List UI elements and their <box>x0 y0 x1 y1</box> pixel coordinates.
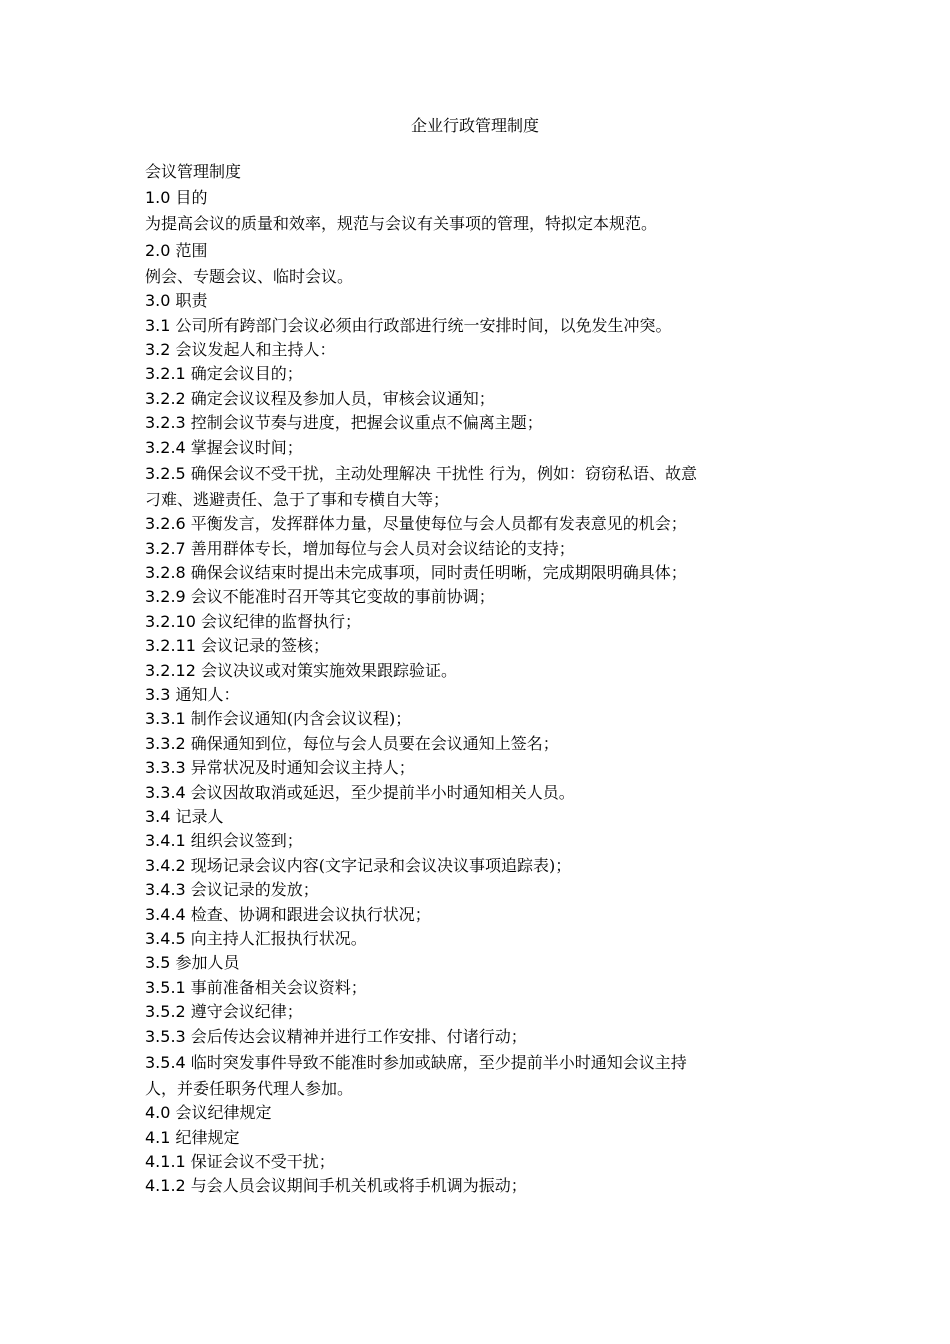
line-text: 控制会议节奏与进度，把握会议重点不偏离主题； <box>185 413 543 433</box>
document-line <box>145 1025 825 1049</box>
section-number: 3.2.2 <box>145 388 186 408</box>
line-text: 会后传达会议精神并进行工作安排、付诸行动； <box>185 1026 527 1046</box>
line-text: 会议纪律的监督执行； <box>195 611 361 631</box>
line-text: 异常状况及时通知会议主持人； <box>185 758 415 778</box>
section-number: 3.2.3 <box>145 413 186 433</box>
document-line <box>145 460 825 488</box>
section-number: 3.5.1 <box>145 977 186 997</box>
line-text: 向主持人汇报执行状况。 <box>185 928 367 948</box>
section-number: 3.0 <box>145 291 171 311</box>
section-number: 3.2.11 <box>145 636 196 656</box>
document-line <box>145 1000 825 1024</box>
section-number: 3.2.12 <box>145 660 196 680</box>
document-line <box>145 805 825 829</box>
section-number: 3.2.9 <box>145 587 186 607</box>
section-number: 3.2.5 <box>145 463 186 483</box>
line-text: 会议记录的发放； <box>185 880 319 900</box>
document-line <box>145 338 825 362</box>
document-line <box>145 561 825 585</box>
document-line <box>145 160 825 184</box>
line-text: 会议发起人和主持人： <box>170 339 336 359</box>
document-line <box>145 237 825 265</box>
line-text: 临时突发事件导致不能准时参加或缺席，至少提前半小时通知会议主持 <box>185 1052 687 1072</box>
line-text: 组织会议签到； <box>185 831 303 851</box>
line-text: 确保会议结束时提出未完成事项，同时责任明晰，完成期限明确具体； <box>185 563 687 583</box>
document-line <box>145 512 825 536</box>
document-line <box>145 976 825 1000</box>
document-line <box>145 585 825 609</box>
section-number: 3.4 <box>145 806 171 826</box>
line-text: 会议不能准时召开等其它变故的事前协调； <box>185 587 495 607</box>
section-number: 4.1.2 <box>145 1176 186 1196</box>
line-text: 范围 <box>170 240 208 260</box>
document-line <box>145 436 825 460</box>
line-text: 通知人： <box>170 685 240 705</box>
section-number: 3.2 <box>145 339 171 359</box>
line-text: 确定会议议程及参加人员，审核会议通知； <box>185 388 495 408</box>
section-number: 3.5.3 <box>145 1026 186 1046</box>
section-number: 3.3.3 <box>145 758 186 778</box>
line-text: 确定会议目的； <box>185 364 303 384</box>
document-line <box>145 756 825 780</box>
section-number: 3.4.3 <box>145 880 186 900</box>
line-text: 善用群体专长，增加每位与会人员对会议结论的支持； <box>185 538 575 558</box>
line-text: 会议管理制度 <box>145 162 242 181</box>
line-text: 检查、协调和跟进会议执行状况； <box>185 904 431 924</box>
line-text: 会议因故取消或延迟，至少提前半小时通知相关人员。 <box>185 782 575 802</box>
line-text: 职责 <box>170 291 208 311</box>
line-text: 例会、专题会议、临时会议。 <box>145 266 354 286</box>
document-line <box>145 951 825 975</box>
section-number: 2.0 <box>145 240 171 260</box>
line-text: 刁难、逃避责任、急于了事和专横自大等； <box>145 489 450 509</box>
document-line <box>145 314 825 338</box>
line-text: 参加人员 <box>170 953 240 973</box>
line-text: 目的 <box>170 188 208 208</box>
line-text: 遵守会议纪律； <box>185 1002 303 1022</box>
document-line <box>145 707 825 731</box>
section-number: 4.1.1 <box>145 1152 186 1172</box>
document-line <box>145 878 825 902</box>
section-number: 3.3.2 <box>145 733 186 753</box>
line-text: 公司所有跨部门会议必须由行政部进行统一安排时间，以免发生冲突。 <box>170 315 672 335</box>
document-body <box>145 160 825 1199</box>
section-number: 3.4.1 <box>145 831 186 851</box>
line-text: 人，并委任职务代理人参加。 <box>145 1078 354 1098</box>
section-number: 3.3.4 <box>145 782 186 802</box>
document-line <box>145 854 825 878</box>
line-text: 制作会议通知(内含会议议程)； <box>185 709 412 729</box>
document-line <box>145 683 825 707</box>
line-text: 确保通知到位，每位与会人员要在会议通知上签名； <box>185 733 559 753</box>
document-line <box>145 1101 825 1125</box>
section-number: 3.3.1 <box>145 709 186 729</box>
section-number: 4.0 <box>145 1103 171 1123</box>
line-text: 会议纪律规定 <box>170 1103 272 1123</box>
line-text: 纪律规定 <box>170 1127 240 1147</box>
document-line <box>145 488 825 512</box>
section-number: 3.4.2 <box>145 855 186 875</box>
document-line <box>145 289 825 313</box>
section-number: 3.3 <box>145 685 171 705</box>
document-line <box>145 1150 825 1174</box>
line-text: 平衡发言，发挥群体力量，尽量使每位与会人员都有发表意见的机会； <box>185 514 687 534</box>
document-line <box>145 1126 825 1150</box>
line-text: 会议记录的签核； <box>195 636 329 656</box>
document-line <box>145 265 825 289</box>
document-line <box>145 927 825 951</box>
document-line <box>145 1077 825 1101</box>
document-line <box>145 903 825 927</box>
section-number: 3.4.4 <box>145 904 186 924</box>
section-number: 3.2.7 <box>145 538 186 558</box>
section-number: 3.2.1 <box>145 364 186 384</box>
section-number: 1.0 <box>145 188 171 208</box>
document-line <box>145 732 825 756</box>
section-number: 3.2.8 <box>145 563 186 583</box>
document-line <box>145 411 825 435</box>
section-number: 3.2.4 <box>145 437 186 457</box>
section-number: 4.1 <box>145 1127 171 1147</box>
section-number: 3.1 <box>145 315 171 335</box>
line-text: 掌握会议时间； <box>185 437 303 457</box>
section-number: 3.5 <box>145 953 171 973</box>
document-line <box>145 781 825 805</box>
line-text: 为提高会议的质量和效率，规范与会议有关事项的管理，特拟定本规范。 <box>145 214 658 234</box>
document-line <box>145 829 825 853</box>
line-text: 现场记录会议内容(文字记录和会议决议事项追踪表)； <box>185 855 572 875</box>
document-line <box>145 184 825 212</box>
section-number: 3.5.4 <box>145 1052 186 1072</box>
line-text: 与会人员会议期间手机关机或将手机调为振动； <box>185 1176 527 1196</box>
document-line <box>145 634 825 658</box>
document-line <box>145 1049 825 1077</box>
section-number: 3.4.5 <box>145 928 186 948</box>
section-number: 3.5.2 <box>145 1002 186 1022</box>
line-text: 确保会议不受干扰，主动处理解决 干扰性 行为，例如：窃窃私语、故意 <box>185 463 697 483</box>
section-number: 3.2.6 <box>145 514 186 534</box>
document-line <box>145 212 825 236</box>
document-line <box>145 537 825 561</box>
document-line <box>145 610 825 634</box>
document-line <box>145 659 825 683</box>
document-line <box>145 1174 825 1198</box>
section-number: 3.2.10 <box>145 611 196 631</box>
document-title: 企业行政管理制度 <box>410 116 539 135</box>
line-text: 事前准备相关会议资料； <box>185 977 367 997</box>
line-text: 保证会议不受干扰； <box>185 1152 335 1172</box>
document-line <box>145 362 825 386</box>
line-text: 会议决议或对策实施效果跟踪验证。 <box>195 660 457 680</box>
document-line <box>145 387 825 411</box>
line-text: 记录人 <box>170 806 224 826</box>
